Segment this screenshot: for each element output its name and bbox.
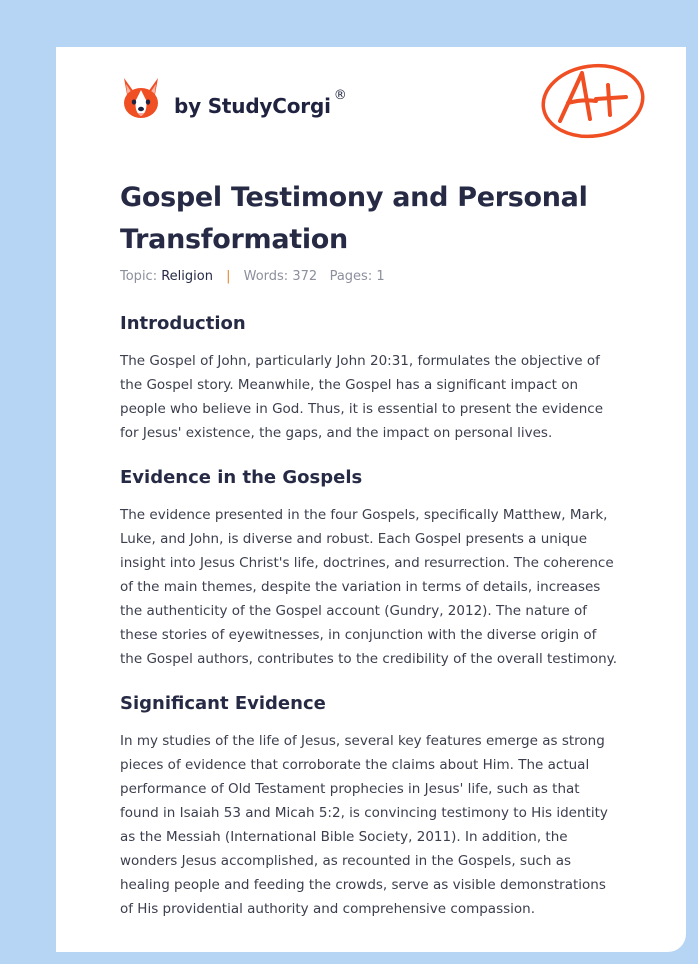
brand-header[interactable] xyxy=(120,75,347,123)
document-title: Gospel Testimony and Personal Transformation xyxy=(120,182,588,255)
brand-name-text: by StudyCorgi xyxy=(174,94,331,118)
section-evidence-in-the-gospels xyxy=(120,465,620,671)
topic-value[interactable]: Religion xyxy=(161,269,213,284)
registered-mark: ® xyxy=(333,88,347,103)
section-heading: Significant Evidence xyxy=(120,693,326,714)
pages-label: Pages: xyxy=(329,269,373,284)
document-card xyxy=(56,47,686,952)
document-body xyxy=(120,311,620,921)
document-meta xyxy=(120,269,385,284)
topic-label: Topic: xyxy=(120,269,158,284)
meta-separator: | xyxy=(226,269,231,284)
section-paragraph: In my studies of the life of Jesus, several key features emerge as strong pieces of evidence that corroborate the claims about Him. The actual performance of Old Testament prophecies in Jesus' life, such as that found in Isaiah 53 and Micah 5:2, is convincing testimony to His identity as the Messiah (International Bible Society, 2011). In addition, the wonders Jesus accomplished, as recounted in the Gospels, such as healing people and feeding the crowds, serve as visible demonstrations of His providential authority and comprehensive compassion. xyxy=(120,733,608,917)
brand-name xyxy=(174,88,347,118)
section-heading: Introduction xyxy=(120,313,246,334)
words-label: Words: xyxy=(243,269,289,284)
a-plus-grade-icon xyxy=(538,59,648,141)
section-heading: Evidence in the Gospels xyxy=(120,467,363,488)
section-paragraph: The Gospel of John, particularly John 20:31, formulates the objective of the Gospel story. Meanwhile, the Gospel has a significant impact on people who believe in God. Thus, it is essential to present the evidence for Jesus' existence, the gaps, and the impact on personal lives. xyxy=(120,353,604,441)
words-value: 372 xyxy=(292,269,318,284)
corgi-icon xyxy=(120,76,162,122)
section-introduction xyxy=(120,311,620,445)
section-paragraph: The evidence presented in the four Gospels, specifically Matthew, Mark, Luke, and John, is diverse and robust. Each Gospel presents a unique insight into Jesus Christ's life, doctrines, and resurrection. The coherence of the main themes, despite the variation in terms of details, increases the authenticity of the Gospel account (Gundry, 2012). The nature of these stories of eyewitnesses, in conjunction with the diverse origin of the Gospel authors, contributes to the credibility of the overall testimony. xyxy=(120,507,618,667)
section-significant-evidence xyxy=(120,691,620,921)
pages-value: 1 xyxy=(376,269,385,284)
